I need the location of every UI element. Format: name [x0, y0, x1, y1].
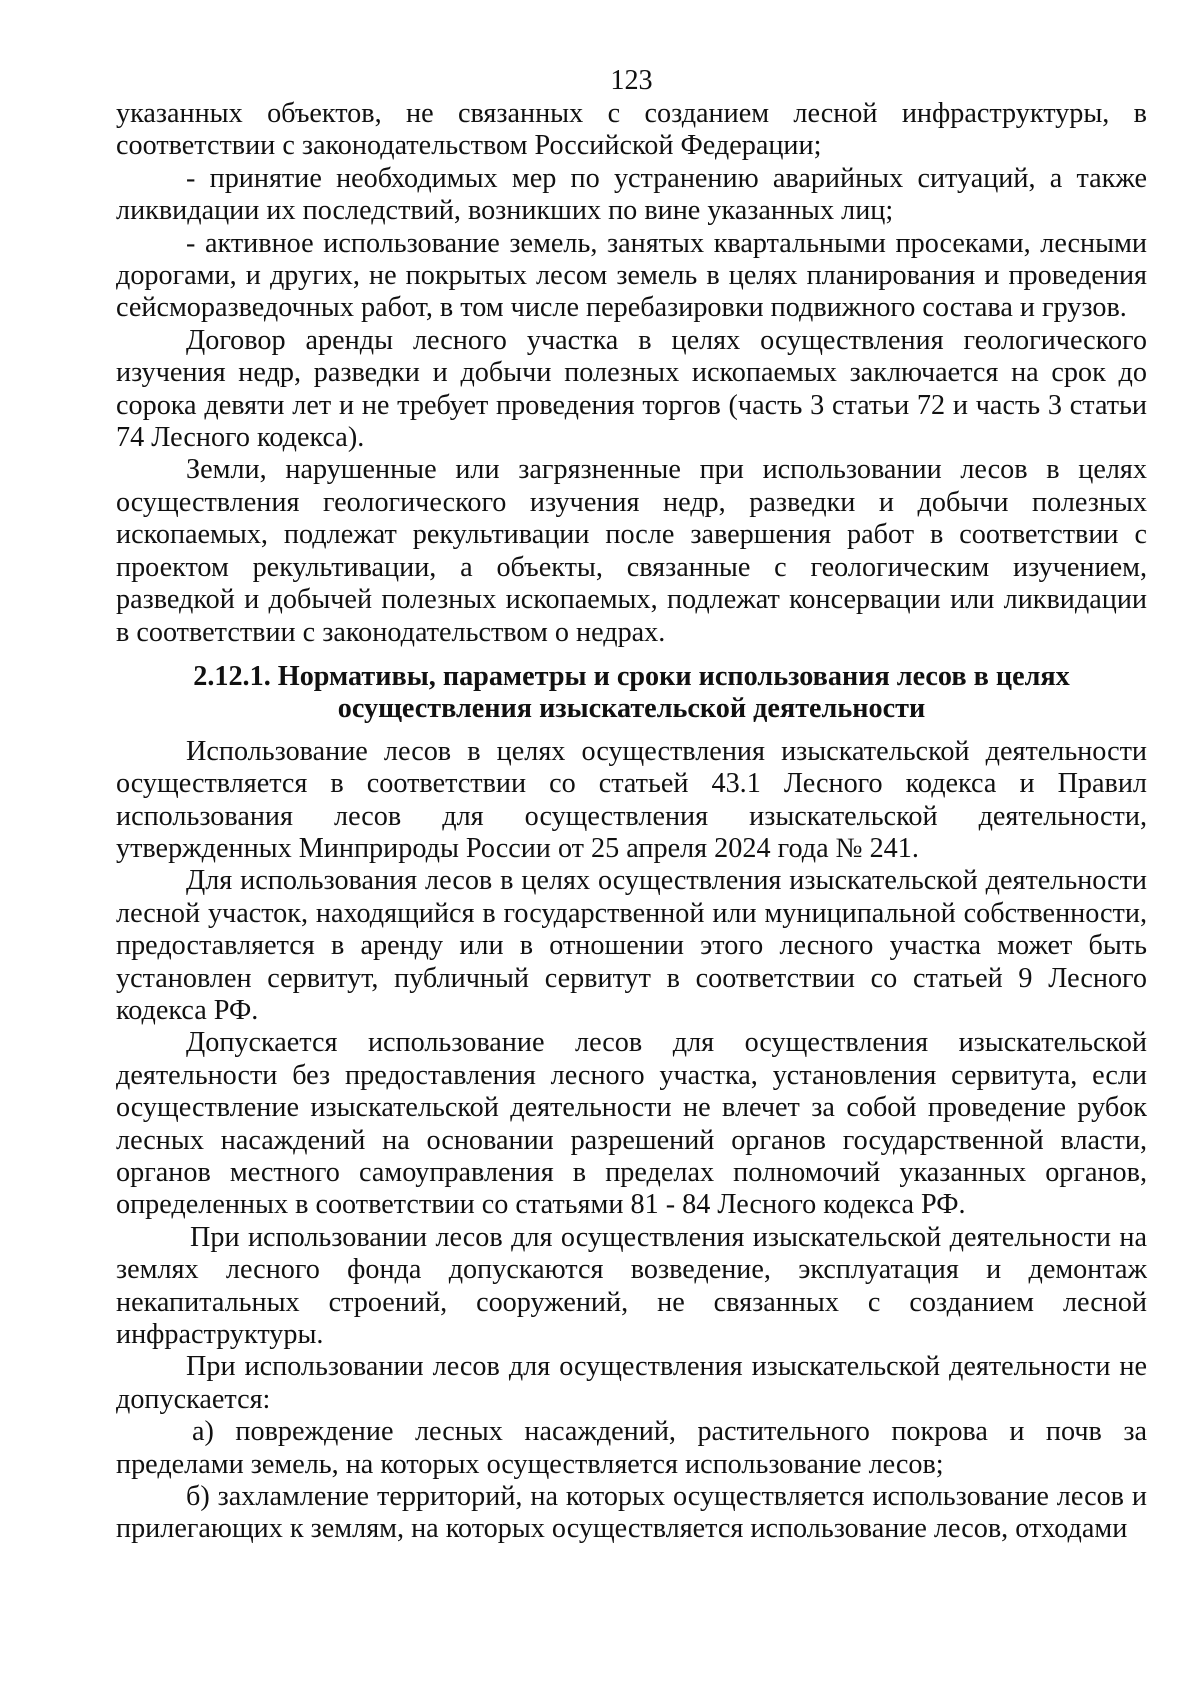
document-page [116, 66, 1147, 1546]
paragraph-allowed-without-plot: Допускается использование лесов для осуществления изыскательской деятельности без предоставления лесного участка, установления сервитута, если осуществление изыскательской деятельности не влечет за собой проведение рубок лесных насаждений на основании разрешений органов государственной власти, органов местного самоуправления в пределах полномочий указанных органов, определенных в соответствии со статьями 81 - 84 Лесного кодекса РФ. [116, 1027, 1147, 1221]
paragraph-not-allowed: При использовании лесов для осуществления изыскательской деятельности не допускается: [116, 1351, 1147, 1415]
list-item-land-use: - активное использование земель, занятых квартальными просеками, лесными дорогами, и других, не покрытых лесом земель в целях планирования и проведения сейсморазведочных работ, в том числе перебазировки подвижного состава и грузов. [116, 227, 1147, 324]
list-item-a: а) повреждение лесных насаждений, растительного покрова и почв за пределами земель, на которых осуществляется использование лесов; [116, 1416, 1147, 1480]
paragraph-land-recultivation: Земли, нарушенные или загрязненные при использовании лесов в целях осуществления геологического изучения недр, разведки и добычи полезных ископаемых, подлежат рекультивации после завершения работ в соответствии с проектом рекультивации, а объекты, связанные с геологическим изучением, разведкой и добычей полезных ископаемых, подлежат консервации или ликвидации в соответствии с законодательством о недрах. [116, 454, 1147, 648]
paragraph-survey-activity: Использование лесов в целях осуществления изыскательской деятельности осуществляется в соответствии со статьей 43.1 Лесного кодекса и Правил использования лесов для осуществления изыскательской деятельности, утвержденных Минприроды России от 25 апреля 2024 года № 241. [116, 735, 1147, 864]
paragraph-lease-agreement: Договор аренды лесного участка в целях осуществления геологического изучения недр, разведки и добычи полезных ископаемых заключается на срок до сорока девяти лет и не требует проведения торгов (часть 3 статьи 72 и часть 3 статьи 74 Лесного кодекса). [116, 324, 1147, 454]
section-heading: 2.12.1. Нормативы, параметры и сроки использования лесов в целях осуществления изыскательской деятельности [193, 660, 1070, 725]
paragraph-temporary-structures: При использовании лесов для осуществления изыскательской деятельности на землях лесного фонда допускаются возведение, эксплуатация и демонтаж некапитальных строений, сооружений, не связанных с созданием лесной инфраструктуры. [116, 1221, 1147, 1351]
paragraph-continuation: указанных объектов, не связанных с созданием лесной инфраструктуры, в соответствии с законодательством Российской Федерации; [116, 98, 1147, 162]
list-item-emergency-measures: - принятие необходимых мер по устранению аварийных ситуаций, а также ликвидации их последствий, возникших по вине указанных лиц; [116, 162, 1147, 227]
list-item-b: б) захламление территорий, на которых осуществляется использование лесов и прилегающих к землям, на которых осуществляется использование лесов, отходами [116, 1481, 1147, 1545]
paragraph-plot-lease: Для использования лесов в целях осуществления изыскательской деятельности лесной участок, находящийся в государственной или муниципальной собственности, предоставляется в аренду или в отношении этого лесного участка может быть установлен сервитут, публичный сервитут в соответствии со статьей 9 Лесного кодекса РФ. [116, 865, 1147, 1026]
page-number: 123 [610, 65, 653, 96]
